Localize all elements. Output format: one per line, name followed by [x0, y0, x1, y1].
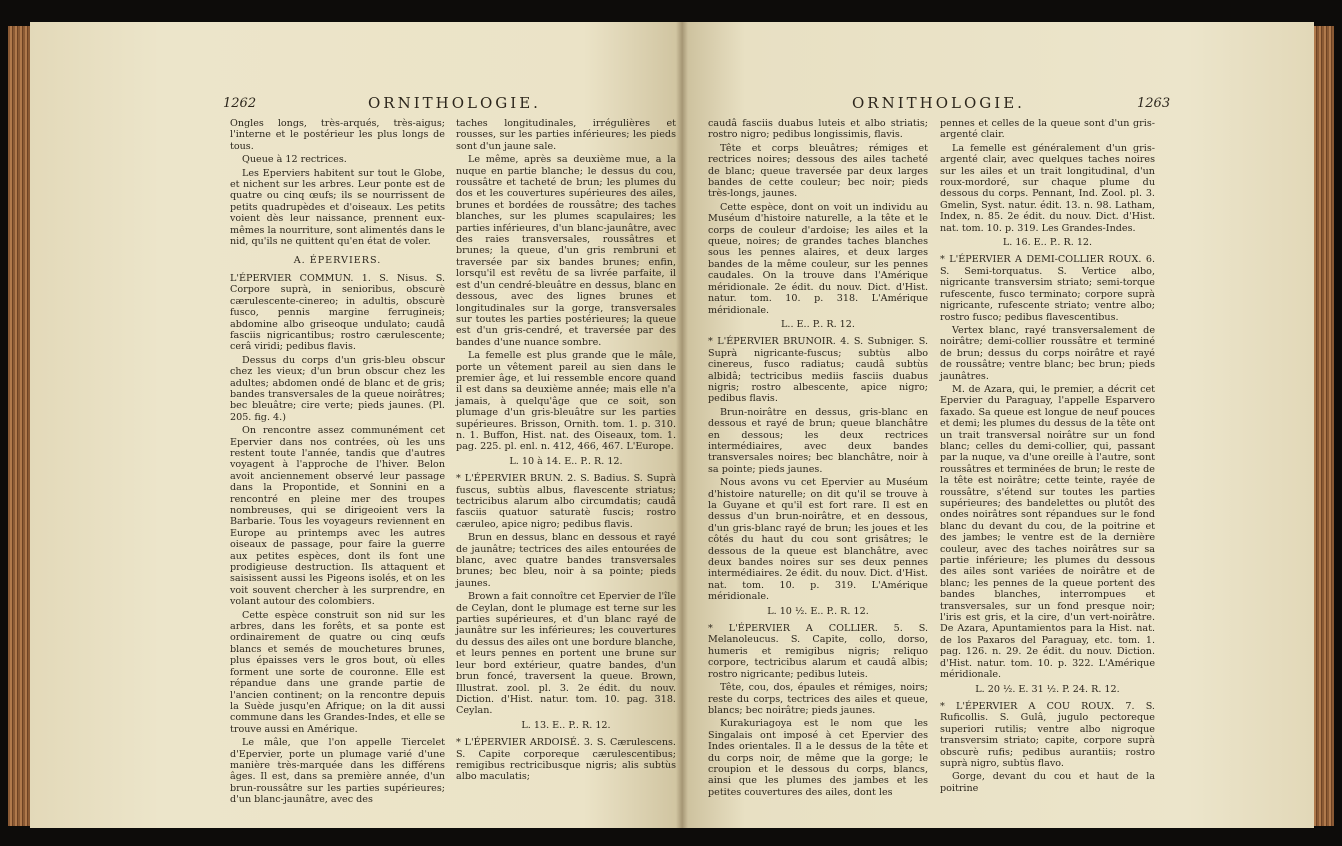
species-entry: * L'ÉPERVIER A COU ROUX. 7. S. Ruficollis. S. Gulâ, jugulo pectoreque superiori rutilis; ventre albo nigroque transversim striato; capite, corpore suprà obscurè rufis; pedibus aurantiis; rostro suprà nigro, subtùs flavo.	[940, 700, 1155, 769]
left-running-header: ORNITHOLOGIE.	[368, 94, 541, 112]
species-entry: * L'ÉPERVIER A DEMI-COLLIER ROUX. 6. S. Semi-torquatus. S. Vertice albo, nigricante transversim striato; semi-torque rufescente, fusco terminato; corpore suprà nigricante, rufescente striato; ventre albo; rostro fusco; pedibus flavescentibus.	[940, 254, 1155, 323]
paragraph: caudâ fasciis duabus luteis et albo striatis; rostro nigro; pedibus longissimis, flavis.	[708, 118, 928, 141]
left-page	[30, 22, 682, 828]
paragraph: On rencontre assez communément cet Epervier dans nos contrées, où les uns restent toute l'année, tandis que d'autres voyagent à l'approche de l'hiver. Belon avoit anciennement observé leur passage dans la Propontide, et Sonnini en a rencontré en pleine mer des troupes nombreuses, qui se dirigeoient vers la Barbarie. Tous les voyageurs reviennent en Europe au printemps avec les autres oiseaux de passage, pour faire la guerre aux petites espèces, dont ils font une prodigieuse destruction. Ils attaquent et saisissent aussi les Pigeons isolés, et on les voit souvent chercher à les surprendre, en volant autour des colombiers.	[230, 425, 445, 608]
paragraph: La femelle est plus grande que le mâle, porte un vêtement pareil au sien dans le premier âge, et lui ressemble encore quand il est dans sa deuxième année; mais elle n'a jamais, à quelqu'âge que ce soit, son plumage d'un gris-bleuâtre sur les parties supérieures. Brisson, Ornith. tom. 1. p. 310. n. 1. Buffon, Hist. nat. des Oiseaux, tom. 1. pag. 225. pl. enl. n. 412, 466, 467. L'Europe.	[456, 350, 676, 453]
paragraph: Cette espèce construit son nid sur les arbres, dans les forêts, et sa ponte est ordinairement de quatre ou cinq œufs blancs et semés de mouchetures brunes, plus épaisses vers le gros bout, où elles forment une sorte de couronne. Elle est répandue dans une grande partie de l'ancien continent; on la rencontre depuis la Suède jusqu'en Afrique; on la dit aussi commune dans les Grandes-Indes, et elle se trouve aussi en Amérique.	[230, 609, 445, 735]
paragraph: Brun-noirâtre en dessus, gris-blanc en dessous et rayé de brun; queue blanchâtre en dessous; les deux rectrices intermédiaires, avec deux bandes transversales noires; bec blanchâtre, noir à sa pointe; pieds jaunes.	[708, 406, 928, 475]
species-entry: * L'ÉPERVIER A COLLIER. 5. S. Melanoleucus. S. Capite, collo, dorso, humeris et remigibus nigris; reliquo corpore, tectricibus alarum et caudâ albis; rostro nigricante; pedibus luteis.	[708, 623, 928, 680]
measurement-line: L. 13. E.. P.. R. 12.	[521, 719, 611, 731]
paragraph: Le mâle, que l'on appelle Tiercelet d'Epervier, porte un plumage varié d'une manière très-marquée dans les différens âges. Il est, dans sa première année, d'un brun-roussâtre sur les parties supérieures; d'un blanc-jaunâtre, avec des	[230, 737, 445, 806]
paragraph: Cette espèce, dont on voit un individu au Muséum d'histoire naturelle, a la tête et le corps de couleur d'ardoise; les ailes et la queue, noires; de grandes taches blanches sous les pennes alaires, et deux larges bandes de la même couleur, sur les pennes caudales. On la trouve dans l'Amérique méridionale. 2e édit. du nouv. Dict. d'Hist. natur. tom. 10. p. 318. L'Amérique méridionale.	[708, 201, 928, 316]
measurement-line: L.. E.. P.. R. 12.	[781, 318, 855, 330]
paragraph: Dessus du corps d'un gris-bleu obscur chez les vieux; d'un brun obscur chez les adultes; abdomen ondé de blanc et de gris; bandes transversales de la queue noirâtres; bec bleuâtre; cire verte; pieds jaunes. (Pl. 205. fig. 4.)	[230, 354, 445, 423]
paragraph: Le même, après sa deuxième mue, a la nuque en partie blanche; le dessus du cou, roussâtre et tacheté de brun; les plumes du dos et les couvertures supérieures des ailes, brunes et bordées de roussâtre; des taches blanches, sur les plumes scapulaires; les parties inférieures, d'un blanc-jaunâtre, avec des raies transversales, roussâtres et brunes; la queue, d'un gris rembruni et traversée par six bandes brunes; enfin, lorsqu'il est revêtu de sa livrée parfaite, il est d'un cendré-bleuâtre en dessus, blanc en dessous, avec des lignes brunes et longitudinales sur la gorge, transversales sur toutes les parties postérieures; la queue est d'un gris-cendré, et traversée par des bandes d'une nuance sombre.	[456, 154, 676, 348]
measurement-line: L. 16. E.. P.. R. 12.	[1002, 237, 1093, 249]
paragraph: Vertex blanc, rayé transversalement de noirâtre; demi-collier roussâtre et terminé de brun; dessus du corps noirâtre et rayé de roussâtre; ventre blanc; bec brun; pieds jaunâtres.	[940, 324, 1155, 382]
paragraph: Kurakuriagoya est le nom que les Singalais ont imposé à cet Epervier des Indes orientales. Il a le dessus de la tête et du corps noir, de même que la gorge; le croupion et le dessous du corps, blancs, ainsi que les plumes des jambes et les petites couvertures des ailes, dont les	[708, 718, 928, 798]
species-entry: * L'ÉPERVIER ARDOISÉ. 3. S. Cærulescens. S. Capite corporeque cærulescentibus; remigibus rectricibusque nigris; alis subtùs albo maculatis;	[456, 737, 676, 783]
paragraph: Gorge, devant du cou et haut de la poitrine	[940, 771, 1155, 794]
paragraph: Nous avons vu cet Epervier au Muséum d'histoire naturelle; on dit qu'il se trouve à la Guyane et qu'il est fort rare. Il est en dessus d'un brun-noirâtre, et en dessous, d'un gris-blanc rayé de brun; les joues et les côtés du haut du cou sont grisâtres; le dessous de la queue est blanchâtre, avec deux bandes noires sur ses deux pennes intermédiaires. 2e édit. du nouv. Dict. d'Hist. nat. tom. 10. p. 319. L'Amérique méridionale.	[708, 477, 928, 603]
left-page-number: 1262	[223, 96, 257, 111]
paragraph: taches longitudinales, irrégulières et rousses, sur les parties inférieures; les pieds sont d'un jaune sale.	[456, 118, 676, 152]
paragraph: Tête et corps bleuâtres; rémiges et rectrices noires; dessous des ailes tacheté de blanc; queue traversée par deux larges bandes de cette couleur; bec noir; pieds très-longs, jaunes.	[708, 142, 928, 200]
right-column-2	[940, 118, 1155, 796]
book-gutter	[676, 22, 688, 828]
paragraph: pennes et celles de la queue sont d'un gris-argenté clair.	[940, 118, 1155, 141]
right-page-edges	[1312, 26, 1334, 826]
left-column-1	[230, 118, 445, 808]
left-column-2	[456, 118, 676, 785]
section-heading: A. ÉPERVIERS.	[293, 255, 382, 267]
right-page-number: 1263	[1137, 96, 1171, 111]
right-column-1	[708, 118, 928, 800]
measurement-line: L. 20 ½. E. 31 ½. P. 24. R. 12.	[975, 683, 1120, 695]
paragraph: Tête, cou, dos, épaules et rémiges, noirs; reste du corps, tectrices des ailes et queue, blancs; bec noirâtre; pieds jaunes.	[708, 682, 928, 716]
left-page-edges	[8, 26, 30, 826]
measurement-line: L. 10 à 14. E.. P.. R. 12.	[509, 455, 623, 467]
species-entry: L'ÉPERVIER COMMUN. 1. S. Nisus. S. Corpore suprà, in senioribus, obscurè cærulescente-cinereo; in adultis, obscurè fusco, pennis margine ferrugineis; abdomine albo griseoque undulato; caudâ fasciis nigricantibus; rostro cærulescente; cerâ viridi; pedibus flavis.	[230, 272, 445, 353]
species-entry: * L'ÉPERVIER BRUNOIR. 4. S. Subniger. S. Suprà nigricante-fuscus; subtùs albo cinereus, fusco radiatus; caudâ subtùs albidâ; tectricibus mediis fasciis duabus nigris; rostro albescente, apice nigro; pedibus flavis.	[708, 336, 928, 405]
species-entry: * L'ÉPERVIER BRUN. 2. S. Badius. S. Suprà fuscus, subtùs albus, flavescente striatus; tectricibus alarum albo circumdatis; caudâ fasciis quatuor saturatè fuscis; rostro cæruleo, apice nigro; pedibus flavis.	[456, 473, 676, 530]
paragraph: Queue à 12 rectrices.	[242, 154, 347, 166]
right-running-header: ORNITHOLOGIE.	[852, 94, 1025, 112]
right-page	[682, 22, 1314, 828]
paragraph: Brun en dessus, blanc en dessous et rayé de jaunâtre; tectrices des ailes entourées de blanc, avec quatre bandes transversales brunes; bec bleu, noir à sa pointe; pieds jaunes.	[456, 532, 676, 589]
measurement-line: L. 10 ½. E.. P.. R. 12.	[767, 605, 869, 617]
paragraph: Brown a fait connoître cet Epervier de l'île de Ceylan, dont le plumage est terne sur les parties supérieures, et d'un blanc rayé de jaunâtre sur les inférieures; les couvertures du dessus des ailes ont une bordure blanche, et leurs pennes en portent une brune sur leur bord extérieur, quatre bandes, d'un brun foncé, traversent la queue. Brown, Illustrat. zool. pl. 3. 2e édit. du nouv. Diction. d'Hist. natur. tom. 10. pag. 318. Ceylan.	[456, 591, 676, 717]
paragraph: M. de Azara, qui, le premier, a décrit cet Epervier du Paraguay, l'appelle Esparvero faxado. Sa queue est longue de neuf pouces et demi; les plumes du dessus de la tête ont un trait transversal noirâtre sur un fond blanc; celles du demi-collier, qui, passant par la nuque, va d'une oreille à l'autre, sont roussâtres et terminées de brun; le reste de la tête est noirâtre; cette teinte, rayée de roussâtre, s'étend sur toutes les parties supérieures; des bandelettes ou plutôt des ondes noirâtres sont répandues sur le fond blanc du devant du cou, de la poitrine et des jambes; le ventre est de la dernière couleur, avec des taches noirâtres sur sa partie inférieure; les plumes du dessous des ailes sont variées de noirâtre et de blanc; les pennes de la queue portent des bandes blanches, interrompues et transversales, sur un fond presque noir; l'iris est gris, et la cire, d'un vert-noirâtre. De Azara, Apuntamientos para la Hist. nat. de los Paxaros del Paraguay, etc. tom. 1. pag. 126. n. 29. 2e édit. du nouv. Diction. d'Hist. natur. tom. 10. p. 322. L'Amérique méridionale.	[940, 383, 1155, 681]
paragraph: Ongles longs, très-arqués, très-aigus; l'interne et le postérieur les plus longs de tous.	[230, 118, 445, 152]
paragraph: Les Eperviers habitent sur tout le Globe, et nichent sur les arbres. Leur ponte est de quatre ou cinq œufs; ils se nourrissent de petits quadrupèdes et d'oiseaux. Les petits voient dès leur naissance, prennent eux-mêmes la nourriture, sont alimentés dans le nid, qu'ils ne quittent qu'en état de voler.	[230, 167, 445, 248]
paragraph: La femelle est généralement d'un gris-argenté clair, avec quelques taches noires sur les ailes et un trait longitudinal, d'un roux-mordoré, sur chaque plume du dessous du corps. Pennant, Ind. Zool. pl. 3. Gmelin, Syst. natur. édit. 13. n. 98. Latham, Index, n. 85. 2e édit. du nouv. Dict. d'Hist. nat. tom. 10. p. 319. Les Grandes-Indes.	[940, 142, 1155, 234]
